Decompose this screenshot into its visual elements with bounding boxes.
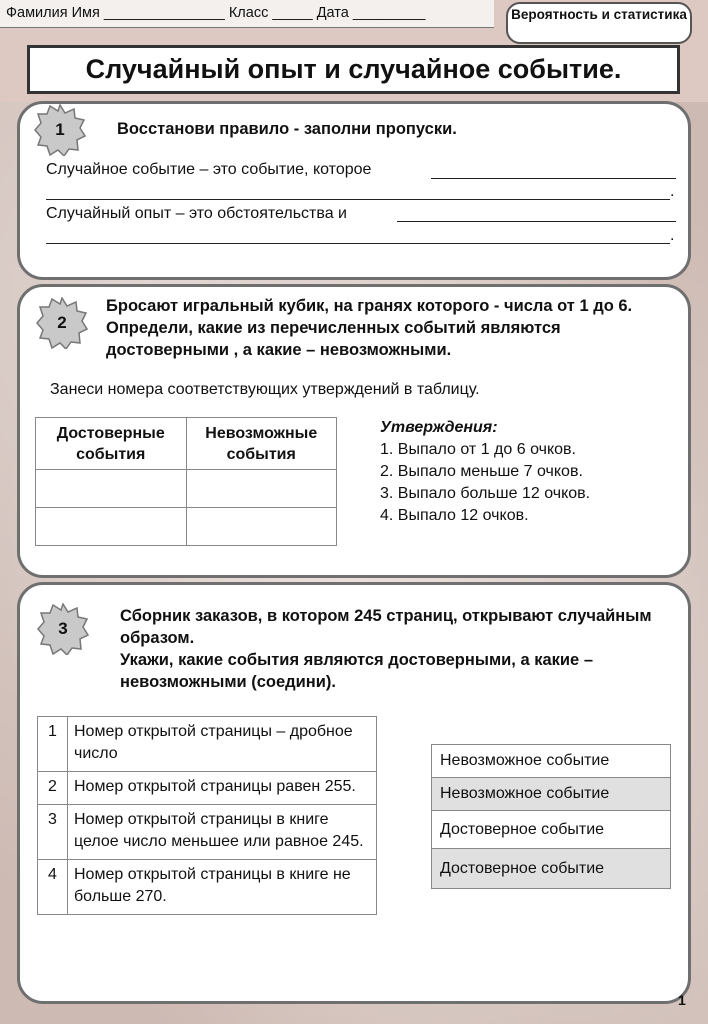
answer-blank-1b[interactable] — [46, 199, 670, 200]
table-row[interactable] — [38, 805, 377, 860]
statements-title: Утверждения: — [380, 419, 498, 436]
statement-item: 2. Выпало меньше 7 очков. — [380, 463, 583, 480]
event-type-table — [431, 744, 671, 889]
task-1-instruction: Восстанови правило - заполни пропуски. — [117, 120, 457, 138]
row-number: 2 — [38, 772, 68, 805]
task-3-badge — [37, 603, 89, 655]
event-row[interactable] — [432, 811, 671, 849]
row-text: Номер открытой страницы в книге не больше 270. — [68, 860, 377, 915]
event-label: Невозможное событие — [432, 745, 671, 778]
row-text: Номер открытой страницы равен 255. — [68, 772, 377, 805]
event-label: Достоверное событие — [432, 849, 671, 889]
event-label: Невозможное событие — [432, 778, 671, 811]
header-impossible-events: Невозможные события — [186, 418, 337, 470]
answer-blank-2b[interactable] — [46, 243, 670, 244]
statement-item: 4. Выпало 12 очков. — [380, 507, 529, 524]
sort-table — [35, 417, 337, 546]
statement-item: 3. Выпало больше 12 очков. — [380, 485, 591, 502]
page-number: 1 — [678, 992, 686, 1008]
task-2-badge — [36, 297, 88, 349]
row-number: 4 — [38, 860, 68, 915]
event-label: Достоверное событие — [432, 811, 671, 849]
task-2-number: 2 — [57, 313, 67, 332]
table-row[interactable] — [38, 717, 377, 772]
answer-blank-2a[interactable] — [397, 221, 676, 222]
subject-label: Вероятность и статистика — [506, 2, 692, 44]
event-row[interactable] — [432, 745, 671, 778]
answer-blank-1a[interactable] — [431, 178, 676, 179]
task-3-text: Сборник заказов, в котором 245 страниц, открывают случайным образом. Укажи, какие события являются достоверными, а какие – невозможными (соедини). — [120, 607, 652, 691]
row-text: Номер открытой страницы в книге целое число меньшее или равное 245. — [68, 805, 377, 860]
task-2-subtext: Занеси номера соответствующих утверждений в таблицу. — [50, 381, 480, 398]
task-2-text: Бросают игральный кубик, на гранях которого - числа от 1 до 6. Определи, какие из перечисленных событий являются достоверными , а какие – невозможными. — [106, 297, 633, 359]
task-1-line-2: Случайный опыт – это обстоятельства и — [46, 205, 347, 222]
task-1-number: 1 — [55, 120, 65, 139]
period-2: . — [670, 227, 675, 244]
answer-cell[interactable] — [36, 470, 187, 508]
statement-item: 1. Выпало от 1 до 6 очков. — [380, 441, 576, 458]
header-certain-events: Достоверные события — [36, 418, 187, 470]
page-title: Случайный опыт и случайное событие. — [27, 45, 680, 94]
answer-cell[interactable] — [36, 508, 187, 546]
table-row[interactable] — [38, 772, 377, 805]
statements-list — [380, 417, 590, 527]
task-1-line-1: Случайное событие – это событие, которое — [46, 161, 372, 178]
row-number: 1 — [38, 717, 68, 772]
period-1: . — [670, 183, 675, 200]
answer-cell[interactable] — [186, 508, 337, 546]
student-info-line[interactable]: Фамилия Имя _______________ Класс _____ Дата _________ — [0, 0, 494, 28]
statements-table — [37, 716, 377, 915]
task-3-number: 3 — [58, 619, 68, 638]
event-row[interactable] — [432, 849, 671, 889]
row-text: Номер открытой страницы – дробное число — [68, 717, 377, 772]
table-row[interactable] — [38, 860, 377, 915]
task-1-badge — [34, 104, 86, 156]
answer-cell[interactable] — [186, 470, 337, 508]
row-number: 3 — [38, 805, 68, 860]
event-row[interactable] — [432, 778, 671, 811]
